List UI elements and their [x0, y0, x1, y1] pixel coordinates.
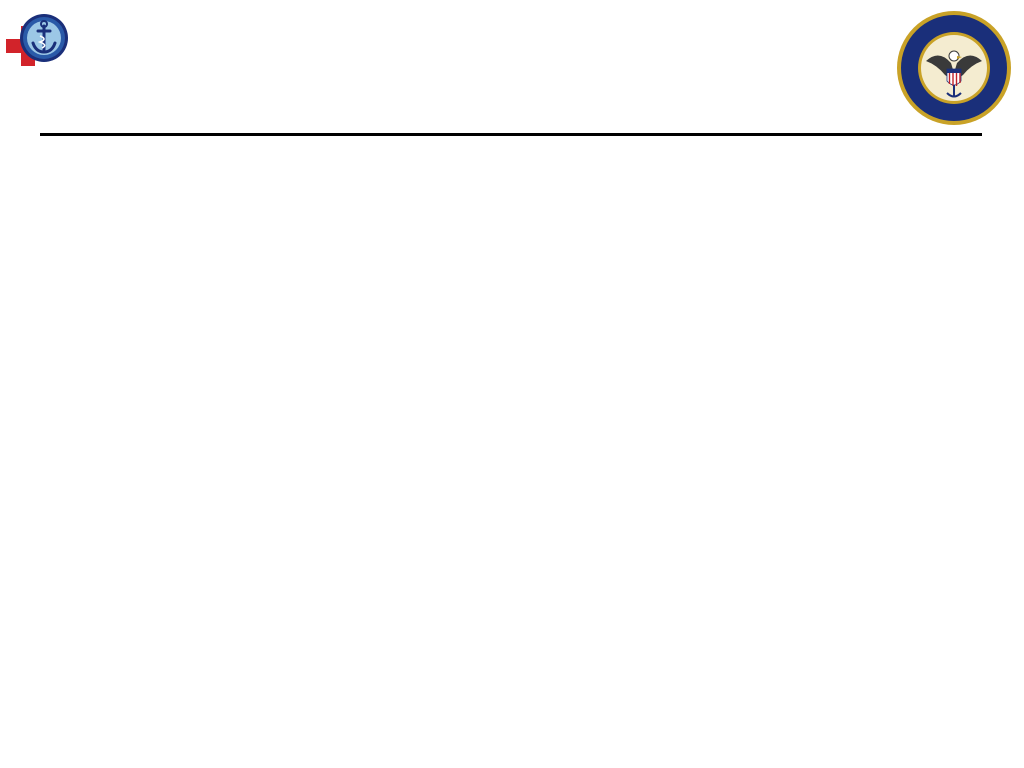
title-divider — [40, 133, 982, 136]
navy-medicine-logo — [4, 6, 214, 74]
anchor-emblem-icon — [18, 12, 70, 64]
bureau-of-medicine-seal — [895, 9, 1013, 127]
slide-body — [62, 164, 962, 172]
